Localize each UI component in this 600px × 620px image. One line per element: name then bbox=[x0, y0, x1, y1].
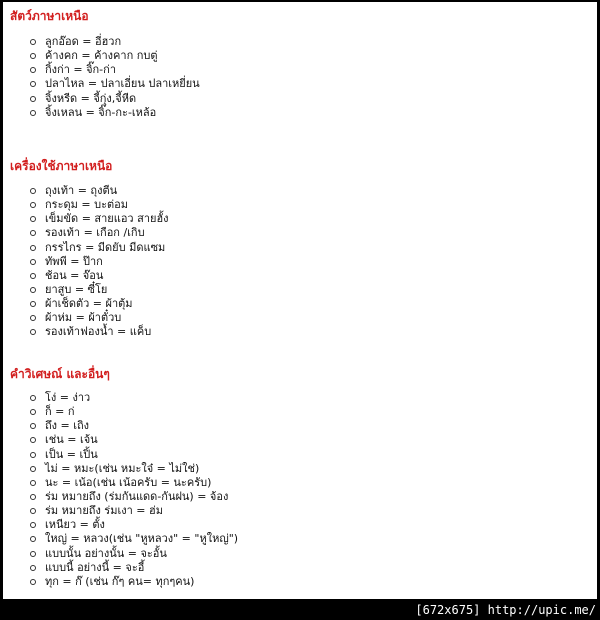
list-item bbox=[29, 269, 169, 283]
term-text: ทัพพี = ป๊าก bbox=[45, 254, 103, 268]
section-title-adverbs: คำวิเศษณ์ และอื่นๆ bbox=[10, 367, 110, 381]
term-text: เข็มขัด = สายแอว สายฮั้ง bbox=[45, 212, 169, 226]
circle-bullet-icon bbox=[30, 329, 36, 335]
term-text: ก็ = ก่ bbox=[45, 405, 75, 419]
list-item bbox=[29, 311, 169, 325]
term-text: ถึง = เถิง bbox=[45, 419, 90, 433]
circle-bullet-icon bbox=[30, 480, 36, 486]
animals-list bbox=[29, 35, 200, 120]
term-text: เป็น = เปิ้น bbox=[45, 447, 98, 461]
list-item bbox=[29, 283, 169, 297]
circle-bullet-icon bbox=[30, 273, 36, 279]
circle-bullet-icon bbox=[30, 53, 36, 59]
term-text: ร่ม หมายถึง ร่มเงา = ฮ่ม bbox=[45, 504, 163, 518]
circle-bullet-icon bbox=[30, 565, 36, 571]
circle-bullet-icon bbox=[30, 494, 36, 500]
list-item bbox=[29, 49, 200, 63]
list-item bbox=[29, 63, 200, 77]
term-text: ถุงเท้า = ถุงตีน bbox=[45, 184, 118, 197]
list-item bbox=[29, 518, 238, 532]
term-text: รองเท้า = เกือก /เกิบ bbox=[45, 226, 145, 240]
list-item bbox=[29, 405, 238, 419]
list-item bbox=[29, 92, 200, 106]
list-item bbox=[29, 433, 238, 447]
circle-bullet-icon bbox=[30, 452, 36, 458]
list-item bbox=[29, 462, 238, 476]
circle-bullet-icon bbox=[30, 245, 36, 251]
adverbs-list bbox=[29, 391, 238, 589]
term-text: จิ้งเหลน = จิ๊ก-กะ-เหล้อ bbox=[45, 105, 157, 119]
term-text: เช่น = เจ้น bbox=[45, 433, 98, 447]
term-text: ผ้าห่ม = ผ้าตั๋วบ bbox=[45, 311, 122, 325]
circle-bullet-icon bbox=[30, 579, 36, 585]
term-text: ผ้าเช็ดตัว = ผ้าตุ้ม bbox=[45, 297, 133, 311]
circle-bullet-icon bbox=[30, 67, 36, 73]
list-item bbox=[29, 212, 169, 226]
circle-bullet-icon bbox=[30, 287, 36, 293]
circle-bullet-icon bbox=[30, 216, 36, 222]
term-text: ไม่ = หมะ(เช่น หมะใจ๋ = ไม่ใช่) bbox=[45, 461, 200, 475]
utensils-list bbox=[29, 184, 169, 340]
term-text: ทุก = ก๊ (เช่น ก๊ๆ คน= ทุกๆคน) bbox=[45, 574, 195, 588]
list-item bbox=[29, 198, 169, 212]
term-text: ยาสูบ = ซี๋โย bbox=[45, 282, 108, 296]
term-text: แบบนี้ อย่างนี้ = จะอี้ bbox=[45, 560, 145, 574]
term-text: ช้อน = จ๊อน bbox=[45, 268, 104, 282]
term-text: จิ้งหรีด = จี้กุ่ง,จี้หีด bbox=[45, 91, 137, 105]
list-item bbox=[29, 77, 200, 91]
circle-bullet-icon bbox=[30, 188, 36, 194]
circle-bullet-icon bbox=[30, 522, 36, 528]
list-item bbox=[29, 448, 238, 462]
document-page bbox=[3, 2, 597, 599]
circle-bullet-icon bbox=[30, 81, 36, 87]
circle-bullet-icon bbox=[30, 437, 36, 443]
list-item bbox=[29, 490, 238, 504]
circle-bullet-icon bbox=[30, 301, 36, 307]
circle-bullet-icon bbox=[30, 423, 36, 429]
term-text: แบบนั้น อย่างนั้น = จะอั้น bbox=[45, 546, 167, 560]
term-text: เหนียว = ตั้ง bbox=[45, 518, 105, 532]
circle-bullet-icon bbox=[30, 551, 36, 557]
list-item bbox=[29, 575, 238, 589]
list-item bbox=[29, 184, 169, 198]
list-item bbox=[29, 241, 169, 255]
term-text: กระดุม = บะต่อม bbox=[45, 198, 128, 212]
circle-bullet-icon bbox=[30, 315, 36, 321]
circle-bullet-icon bbox=[30, 536, 36, 542]
term-text: กรรไกร = มีดยับ มีดแซม bbox=[45, 240, 166, 254]
circle-bullet-icon bbox=[30, 110, 36, 116]
circle-bullet-icon bbox=[30, 259, 36, 265]
term-text: ค้างคก = ค้างคาก กบตู่ bbox=[45, 49, 158, 63]
term-text: ใหญ่ = หลวง(เช่น "หูหลวง" = "หูใหญ่") bbox=[45, 532, 239, 546]
list-item bbox=[29, 35, 200, 49]
section-title-animals: สัตว์ภาษาเหนือ bbox=[10, 9, 89, 23]
list-item bbox=[29, 476, 238, 490]
image-caption: [672x675] http://upic.me/ bbox=[415, 603, 596, 617]
list-item bbox=[29, 297, 169, 311]
list-item bbox=[29, 547, 238, 561]
term-text: ร่ม หมายถึง (ร่มกันแดด-กันฝน) = จ้อง bbox=[45, 489, 229, 503]
term-text: ลูกอ๊อด = อี่ฮวก bbox=[45, 35, 122, 48]
list-item bbox=[29, 561, 238, 575]
term-text: รองเท้าฟองน้ำ = แค็บ bbox=[45, 325, 152, 339]
circle-bullet-icon bbox=[30, 39, 36, 45]
term-text: ปลาไหล = ปลาเอี่ยน ปลาเหยี่ยน bbox=[45, 77, 200, 91]
circle-bullet-icon bbox=[30, 395, 36, 401]
term-text: นะ = เน้อ(เช่น เน้อครับ = นะครับ) bbox=[45, 475, 212, 489]
circle-bullet-icon bbox=[30, 409, 36, 415]
list-item bbox=[29, 106, 200, 120]
circle-bullet-icon bbox=[30, 96, 36, 102]
circle-bullet-icon bbox=[30, 202, 36, 208]
list-item bbox=[29, 325, 169, 339]
term-text: โง่ = ง่าว bbox=[45, 391, 91, 404]
list-item bbox=[29, 255, 169, 269]
section-title-utensils: เครื่องใช้ภาษาเหนือ bbox=[10, 159, 113, 173]
circle-bullet-icon bbox=[30, 508, 36, 514]
circle-bullet-icon bbox=[30, 230, 36, 236]
list-item bbox=[29, 419, 238, 433]
list-item bbox=[29, 391, 238, 405]
circle-bullet-icon bbox=[30, 466, 36, 472]
list-item bbox=[29, 532, 238, 546]
list-item bbox=[29, 504, 238, 518]
list-item bbox=[29, 226, 169, 240]
term-text: กิ้งก่า = จิ๊ก-ก่า bbox=[45, 63, 116, 77]
